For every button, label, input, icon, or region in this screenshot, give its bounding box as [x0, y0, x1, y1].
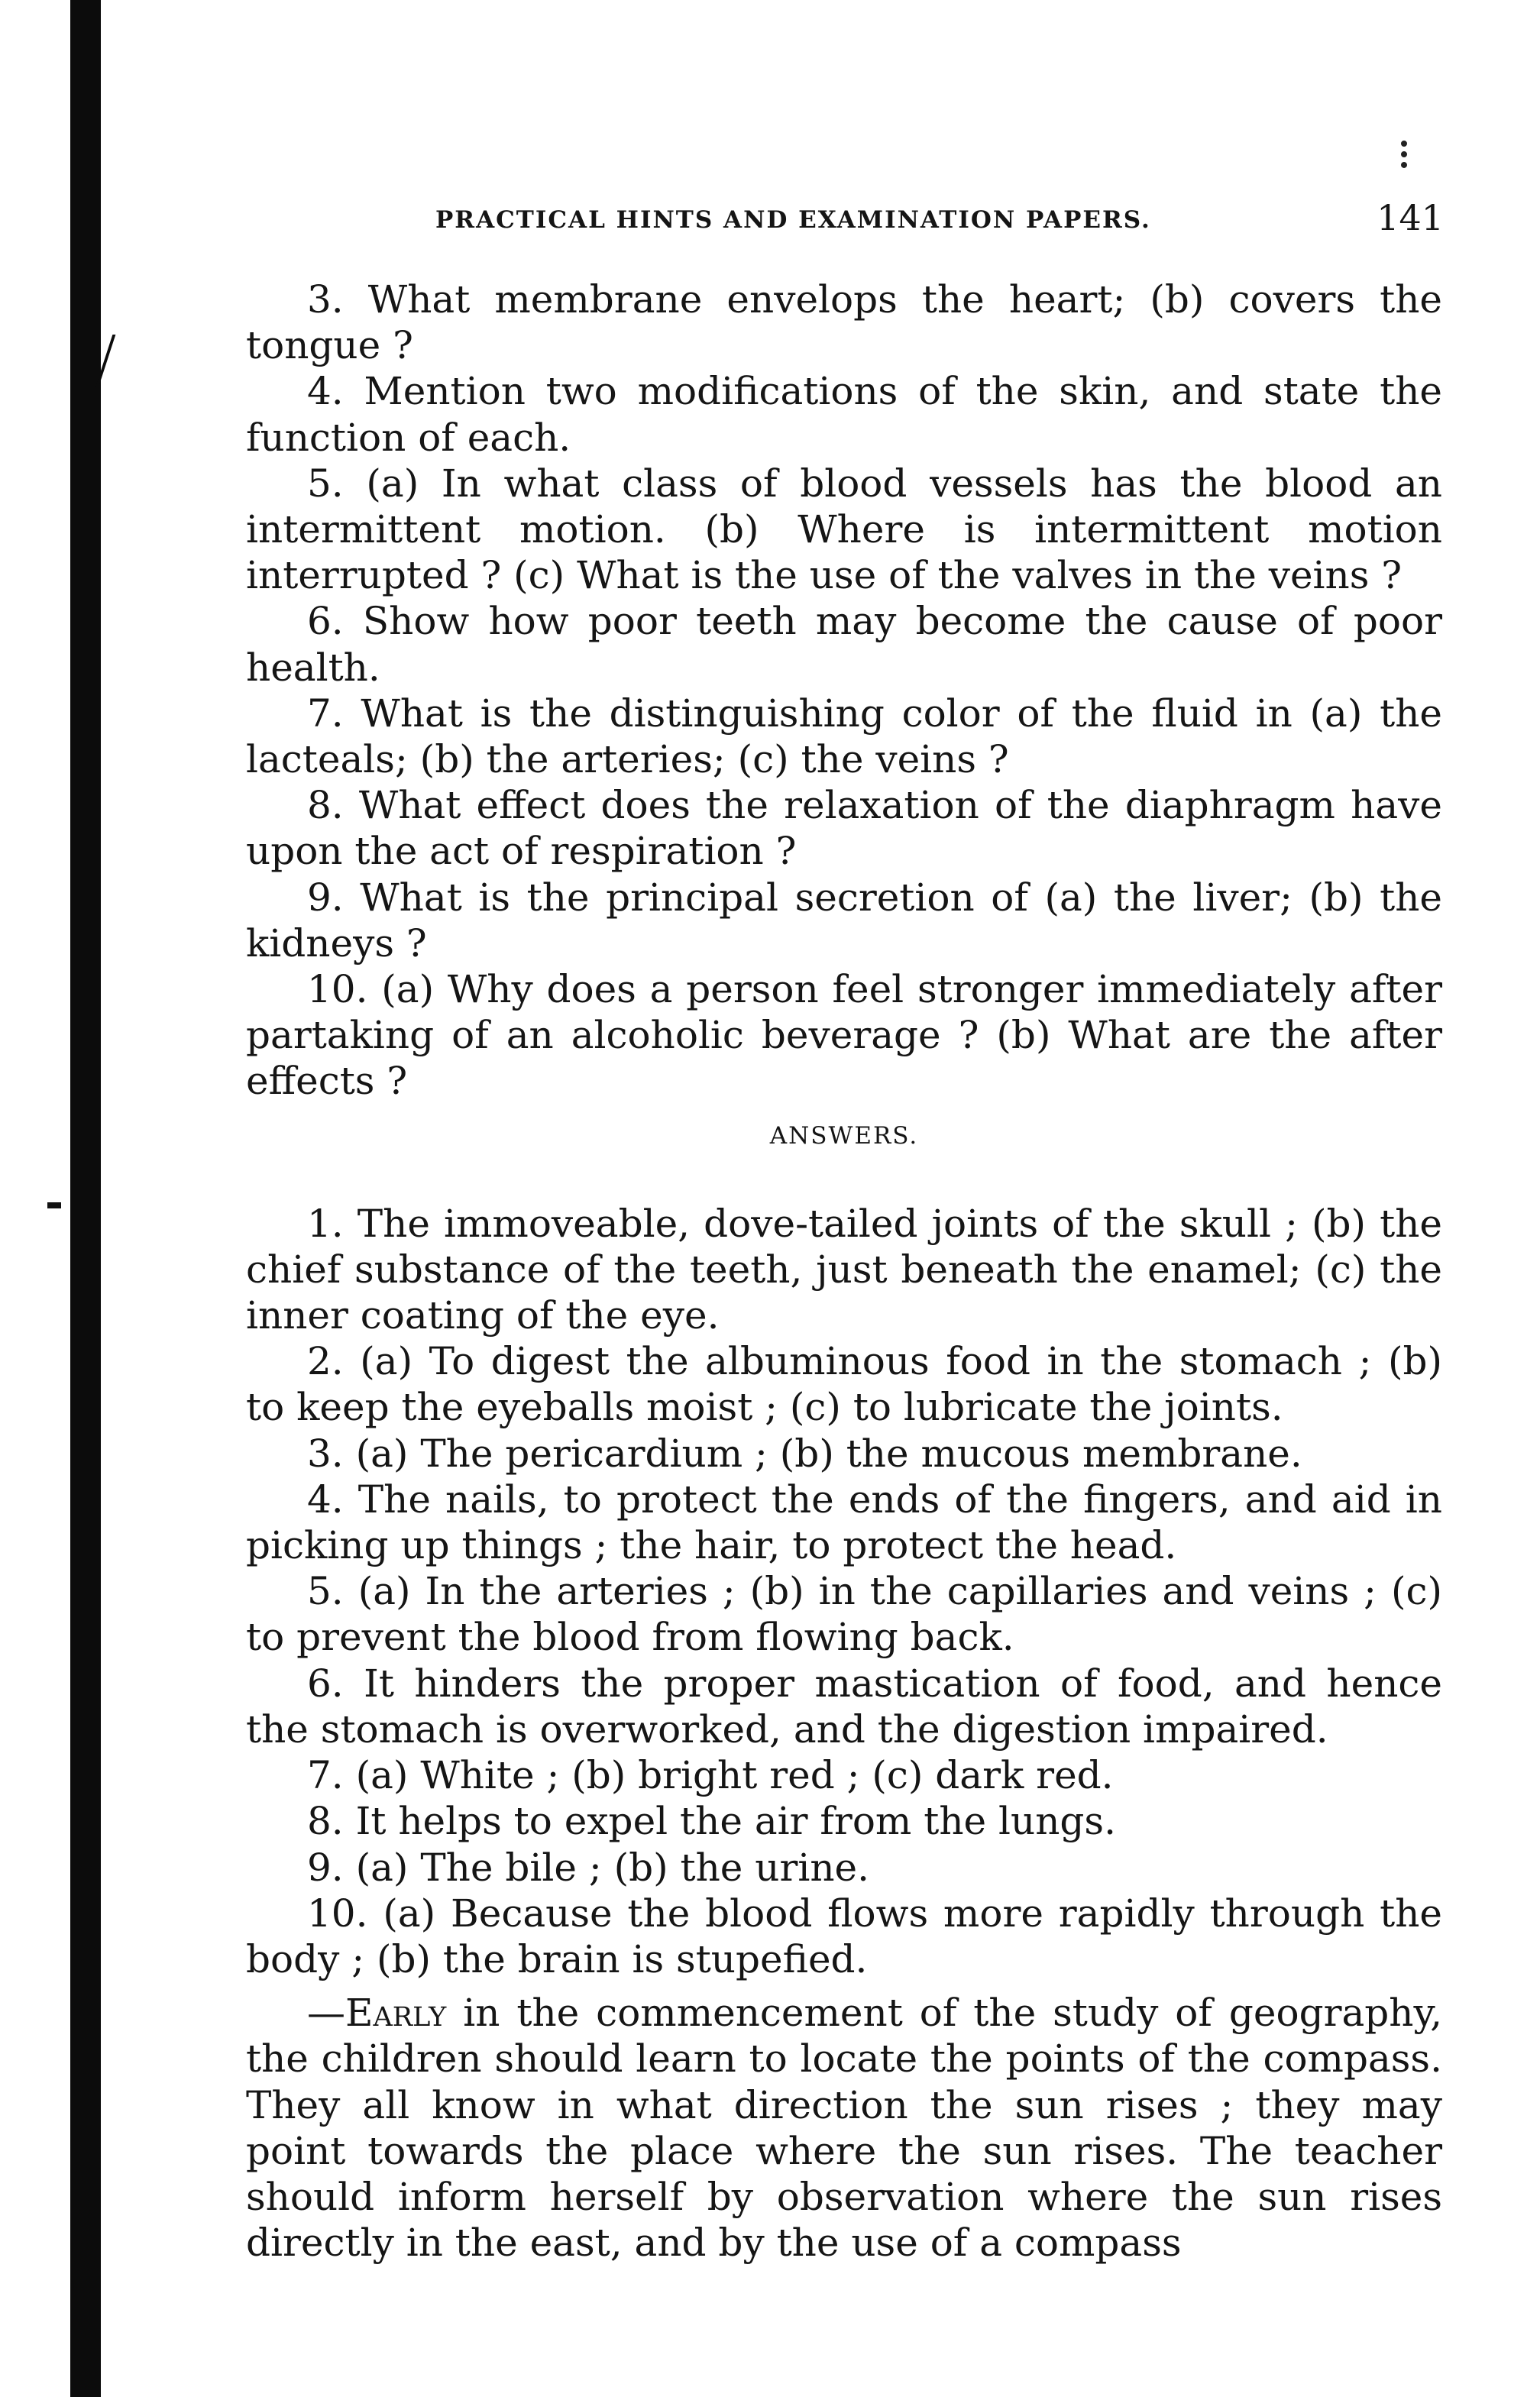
answers-list: [246, 1201, 1442, 1982]
question-7: 7. What is the distinguishing color of the fluid in (a) the lacteals; (b) the arteries; (c) the veins ?: [246, 691, 1442, 782]
closing-paragraph: [246, 1990, 1442, 2266]
page-number: 141: [1377, 197, 1444, 238]
answer-9: 9. (a) The bile ; (b) the urine.: [307, 1845, 870, 1890]
closing-lead: —Early: [307, 1991, 447, 2036]
header-title: PRACTICAL HINTS AND EXAMINATION PAPERS.: [435, 206, 1151, 234]
question-3: 3. What membrane envelops the heart; (b) covers the tongue ?: [246, 277, 1442, 368]
closing-text: in the commencement of the study of geography, the children should learn to locate the points of the compass. They all know in what direction the sun rises ; they may point towards the place where the sun rises. The teacher should inform herself by observation where the sun rises directly in the east, and by the use of a compass: [246, 1991, 1442, 2266]
margin-mark: [47, 1202, 61, 1208]
answer-10: 10. (a) Because the blood flows more rapidly through the body ; (b) the brain is stupefied.: [246, 1891, 1442, 1981]
page-binding-edge: [70, 0, 101, 2397]
answer-1: 1. The immoveable, dove-tailed joints of the skull ; (b) the chief substance of the teeth, just beneath the enamel; (c) the inner coating of the eye.: [246, 1201, 1442, 1338]
answers-heading: ANSWERS.: [769, 1121, 919, 1150]
answer-3: 3. (a) The pericardium ; (b) the mucous membrane.: [307, 1431, 1302, 1476]
answer-4: 4. The nails, to protect the ends of the fingers, and aid in picking up things ; the hair, to protect the head.: [246, 1477, 1442, 1568]
question-9: 9. What is the principal secretion of (a) the liver; (b) the kidneys ?: [246, 875, 1442, 966]
answer-2: 2. (a) To digest the albuminous food in the stomach ; (b) to keep the eyeballs moist ; (c) to lubricate the joints.: [246, 1339, 1442, 1430]
answer-7: 7. (a) White ; (b) bright red ; (c) dark red.: [307, 1753, 1114, 1798]
questions-list: [246, 277, 1442, 1105]
question-6: 6. Show how poor teeth may become the cause of poor health.: [246, 599, 1442, 690]
question-8: 8. What effect does the relaxation of the diaphragm have upon the act of respiration ?: [246, 783, 1442, 874]
question-10: 10. (a) Why does a person feel stronger immediately after partaking of an alcoholic beverage ? (b) What are the after effects ?: [246, 967, 1442, 1104]
answer-5: 5. (a) In the arteries ; (b) in the capillaries and veins ; (c) to prevent the blood from flowing back.: [246, 1569, 1442, 1660]
ink-speck: [1401, 141, 1413, 168]
question-5: 5. (a) In what class of blood vessels has the blood an intermittent motion. (b) Where is intermittent motion interrupted ? (c) What is the use of the valves in the veins ?: [246, 461, 1442, 598]
running-header: [435, 197, 1444, 243]
page-body: [246, 277, 1442, 2266]
answer-6: 6. It hinders the proper mastication of food, and hence the stomach is overworked, and the digestion impaired.: [246, 1661, 1442, 1752]
answer-8: 8. It helps to expel the air from the lungs.: [307, 1799, 1116, 1844]
question-4: 4. Mention two modifications of the skin, and state the function of each.: [246, 369, 1442, 460]
